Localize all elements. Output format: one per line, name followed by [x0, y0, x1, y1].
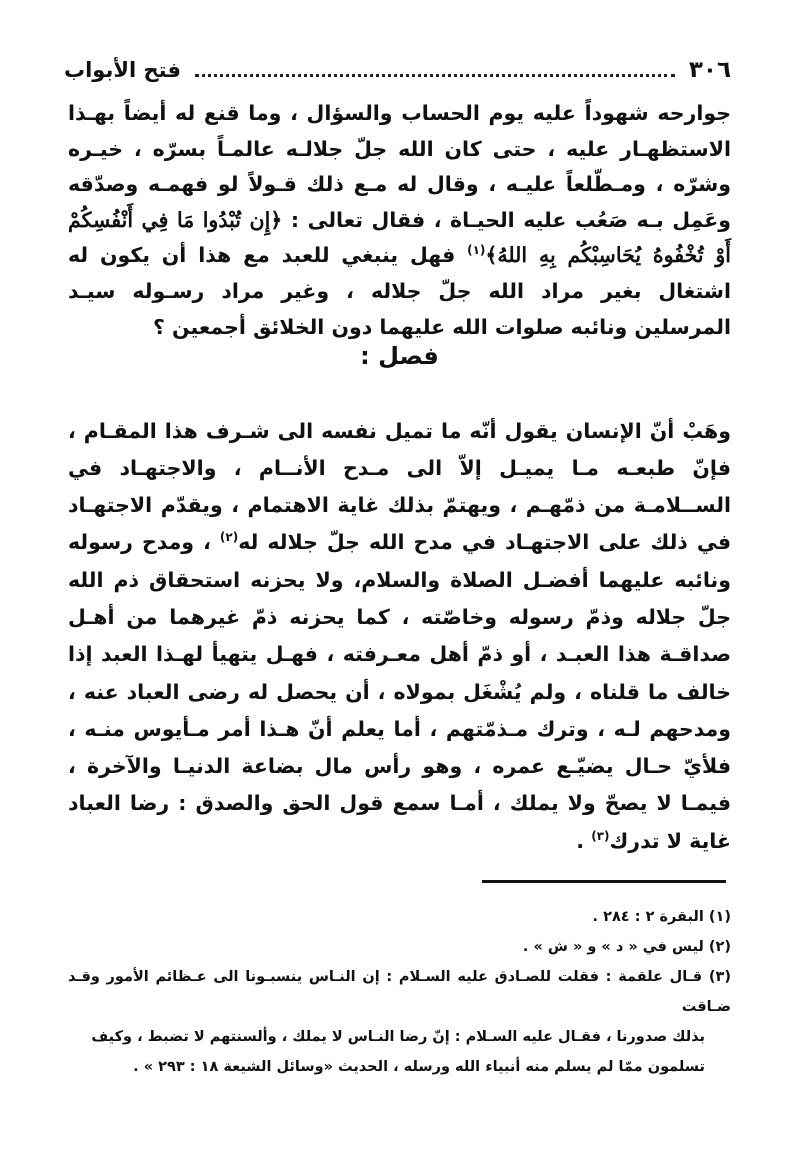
paragraph-1	[68, 96, 731, 345]
paragraph-2-part-1: وهَبْ أنّ الإنسان يقول أنّه ما تميل نفسه الى شـرف هذا المقـام ، فإنّ طبعـه مـا يميـل إلاّ الى مـدح الأنــام ، والاجتهـاد في الســلامـة من ذمّهـم ، ويهتمّ بذلك غاية الاهتمام ، ويقدّم الاجتهـاد في ذلك على الاجتهـاد في مدح الله جلّ جلاله له	[68, 418, 731, 555]
footnote-1: (١) البقرة ٢ : ٢٨٤ .	[592, 909, 731, 925]
footnote-ref-3: (٣)	[591, 828, 610, 843]
page-number: ٣٠٦	[688, 57, 731, 83]
paragraph-2	[68, 392, 731, 881]
paragraph-1-text	[68, 96, 731, 345]
quran-verse: إِن تُبْدُوا مَا فِي أَنْفُسِكُمْ أَوْ تُخْفُوهُ يُحَاسِبْكُم بِهِ اللهُ	[68, 207, 731, 268]
footnote-ref-2: (٢)	[219, 530, 239, 545]
quran-quote-close: ﴾	[485, 243, 498, 268]
footnote-ref-1: (١)	[467, 243, 486, 258]
footnote-3-line-1: (٣) قـال علقمة : فقلت للصـادق عليه السـلام : إن النـاس ينسبـونا الى عـظائم الأمور وقـد ضـاقت	[68, 969, 731, 1015]
paragraph-1-part-2: فهل ينبغي للعبد مع هذا أن يكون له اشتغال بغير مراد الله جلّ جلاله ، وغير مراد رسـوله سيـد المرسلين ونائبه صلوات الله عليهما دون الخلائق أجمعين ؟	[68, 243, 731, 339]
footnote-3-line-2: بذلك صدورنا ، فقـال عليه السـلام : إنّ رضا النـاس لا يملك ، وألسنتهم لا تضبط ، وكيف	[91, 1029, 705, 1045]
paragraph-2-text	[68, 413, 731, 861]
page-header	[64, 52, 731, 88]
section-heading: فصل :	[360, 342, 439, 370]
paragraph-2-part-2: ، ومدح رسوله ونائبه عليهما أفضـل الصلاة والسلام، ولا يحزنه استحقاق ذم الله جلّ جلاله وذمّ رسوله وخاصّته ، كما يحزنه ذمّ غيرهما من أهـل صداقـة هذا العبـد ، أو ذمّ أهل معـرفته ، فهـل يتهيأ لهـذا العبد إذا خالف ما قلناه ، ولم يُشْغَل بمولاه ، أن يحصل له رضى العباد عنه ، ومدحهم لـه ، وترك مـذمّتهم ، أما يعلم أنّ هـذا أمر مـأيوس منـه ، فلأيّ حـال يضيّـع عمره ، وهو رأس مال بضاعة الدنيـا والآخرة ، فيمـا لا يصحّ ولا يملك ، أمـا سمع قول الحق والصدق : رضا العباد غاية لا تدرك	[68, 530, 731, 853]
paragraph-2-part-3: .	[576, 828, 592, 853]
footnote-2: (٢) ليس في « د » و « ش » .	[522, 939, 731, 955]
paragraph-1-part-1: جوارحه شهوداً عليه يوم الحساب والسؤال ، وما قنع له أيضاً بهـذا الاستظهـار عليه ، حتى كان الله جلّ جلالـه عالمـاً بسرّه ، خيـره وشرّه ، ومـطّلعاً عليـه ، وقال له مـع ذلك قـولاً لو فهمـه وصدّقه وعَمِل بـه صَعُب عليه الحيـاة ، فقال تعالى :	[68, 101, 732, 232]
footnote-divider	[482, 880, 726, 883]
running-title: فتح الأبواب	[64, 58, 181, 82]
footnote-3-line-3: تسلمون ممّا لم يسلم منه أنبياء الله ورسله ، الحديث «وسائل الشيعة ١٨ : ٢٩٣ » .	[133, 1059, 705, 1075]
quran-quote-open: ﴿	[270, 207, 283, 232]
footnotes	[68, 902, 731, 1082]
header-dot-leader	[195, 74, 675, 77]
